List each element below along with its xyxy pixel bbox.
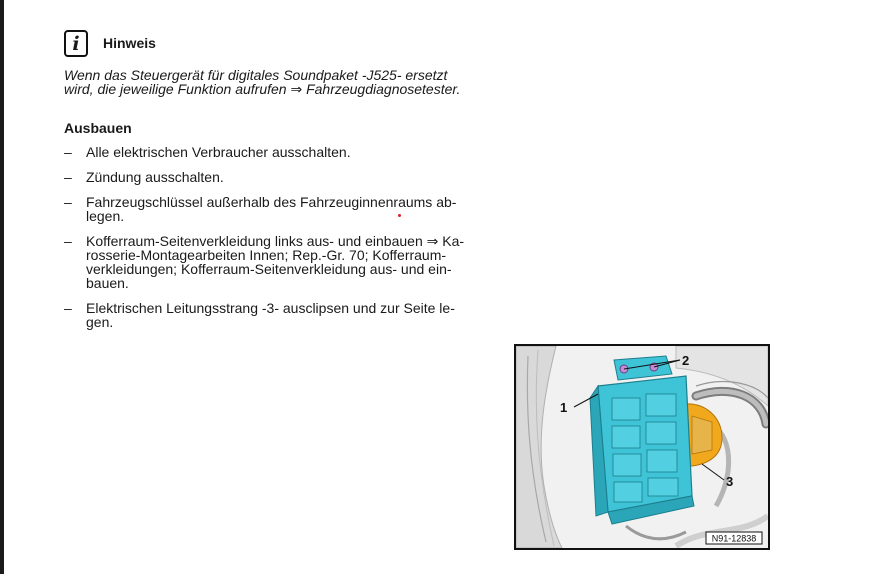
callout-3-label: 3 xyxy=(726,474,734,489)
section-title: Ausbauen xyxy=(64,120,132,136)
step-text: rosserie-Montagearbeiten Innen; Rep.-Gr. 70; Kofferraum- xyxy=(86,247,447,263)
callout-2-label: 2 xyxy=(682,353,690,368)
list-item xyxy=(64,301,494,329)
note-text xyxy=(64,68,494,96)
step-text: Kofferraum-Seitenverkleidung links aus- und einbauen ⇒ Ka- xyxy=(86,233,465,249)
dash-bullet: – xyxy=(64,144,72,160)
callout-1-label: 1 xyxy=(560,400,568,415)
step-text: verkleidungen; Kofferraum-Seitenverkleidung aus- und ein- xyxy=(86,261,452,277)
step-text: legen. xyxy=(86,208,125,224)
step-text: gen. xyxy=(86,314,114,330)
step-text: Alle elektrischen Verbraucher ausschalten. xyxy=(86,144,351,160)
note-text-line: wird, die jeweilige Funktion aufrufen ⇒ Fahrzeugdiagnosetester. xyxy=(64,81,461,97)
step-text: bauen. xyxy=(86,275,129,291)
left-margin-rule xyxy=(0,0,4,574)
note-title: Hinweis xyxy=(103,35,156,51)
list-item xyxy=(64,195,494,223)
step-list xyxy=(64,145,494,340)
dash-bullet: – xyxy=(64,233,72,249)
list-item xyxy=(64,234,494,290)
illustration-svg xyxy=(516,346,768,548)
red-marker-dot xyxy=(398,214,401,217)
dash-bullet: – xyxy=(64,169,72,185)
component-illustration xyxy=(514,344,770,550)
figure-id: N91-12838 xyxy=(711,533,757,544)
info-icon: i xyxy=(64,30,88,57)
step-text: Fahrzeugschlüssel außerhalb des Fahrzeuginnenraums ab- xyxy=(86,194,457,210)
dash-bullet: – xyxy=(64,300,72,316)
list-item xyxy=(64,145,494,159)
dash-bullet: – xyxy=(64,194,72,210)
note-text-line: Wenn das Steuergerät für digitales Soundpaket -J525- ersetzt xyxy=(64,67,448,83)
step-text: Zündung ausschalten. xyxy=(86,169,224,185)
list-item xyxy=(64,170,494,184)
step-text: Elektrischen Leitungsstrang -3- ausclipsen und zur Seite le- xyxy=(86,300,455,316)
